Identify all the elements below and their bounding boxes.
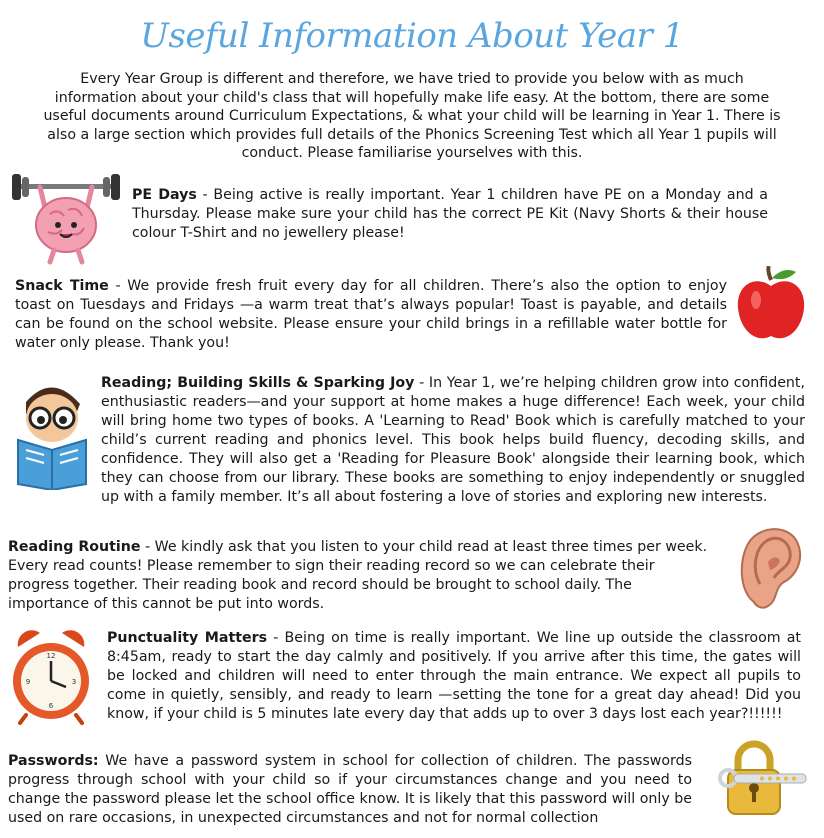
- alarm-clock-icon: [8, 625, 94, 725]
- padlock-key-icon: [718, 738, 810, 818]
- reading-text: - In Year 1, we’re helping children grow into confident, enthusiastic readers—and your support at home makes a huge difference! Each week, your child will bring home two types of books. A 'Learning to Read' Book which is carefully matched to your child’s current reading and phonics level. This book helps build fluency, decoding skills, and confidence. They will also get a 'Reading for Pleasure Book' alongside their learning book, which they can choose from our library. These books are something to enjoy independently or snuggled up with a family member. It’s all about fostering a love of stories and exploring new interests.: [101, 375, 805, 505]
- reading-routine-section: [8, 538, 708, 614]
- pe-days-section: [132, 186, 768, 243]
- reading-routine-heading: Reading Routine: [8, 539, 141, 555]
- pe-days-heading: PE Days: [132, 187, 197, 203]
- passwords-heading: Passwords:: [8, 753, 99, 769]
- svg-text:3: 3: [71, 678, 77, 686]
- reading-section: [101, 374, 805, 507]
- punctuality-text: - Being on time is really important. We line up outside the classroom at 8:45am, ready to start the day calmly and positively. If you arrive after this time, the gates will be locked and children will need to enter through the main entrance. We expect all pupils to come in quietly, sensibly, and ready to learn —setting the tone for a great day ahead! Did you know, if your child is 5 minutes late every day that adds up to over 3 days lost each year?!!!!!!: [107, 630, 801, 722]
- reading-heading: Reading; Building Skills & Sparking Joy: [101, 375, 415, 391]
- pe-days-text: - Being active is really important. Year 1 children have PE on a Monday and a Thursday. Please make sure your child has the correct PE Kit (Navy Shorts & their house colour T-Shirt and no jewellery please!: [132, 187, 768, 241]
- punctuality-section: [107, 629, 801, 724]
- snack-time-heading: Snack Time: [15, 278, 109, 294]
- punctuality-heading: Punctuality Matters: [107, 630, 268, 646]
- svg-text:6: 6: [48, 702, 54, 710]
- passwords-section: [8, 752, 692, 828]
- apple-icon: [736, 266, 806, 344]
- svg-text:12: 12: [46, 652, 56, 660]
- passwords-text: We have a password system in school for collection of children. The passwords progress through school with your child so if your circumstances change and you need to change the password please let the school office know. It is likely that this password will only be used on rare occasions, in unexpected circumstances and not for normal collection: [8, 753, 692, 826]
- svg-text:9: 9: [25, 678, 31, 686]
- page-title: Useful Information About Year 1: [140, 16, 684, 56]
- reading-routine-text: - We kindly ask that you listen to your child read at least three times per week. Every read counts! Please remember to sign their reading record so we can celebrate their progress together. Their reading book and record should be brought to school daily. The importance of this cannot be put into words.: [8, 539, 708, 612]
- snack-time-text: - We provide fresh fruit every day for all children. There’s also the option to enjoy toast on Tuesdays and Fridays —a warm treat that’s always popular! Toast is payable, and details can be found on the school website. Please ensure your child brings in a refillable water bottle for water only please. Thank you!: [15, 278, 727, 351]
- ear-icon: [734, 522, 806, 612]
- intro-paragraph: Every Year Group is different and therefore, we have tried to provide you below with as much information about your child's class that will hopefully make life easy. At the bottom, there are some useful documents around Curriculum Expectations, & what your child will be learning in Year 1. There is also a large section which provides full details of the Phonics Screening Test which all Year 1 pupils will conduct. Please familiarise yourselves with this.: [43, 71, 781, 162]
- brain-weightlifter-icon: [10, 170, 122, 268]
- boy-reading-book-icon: [12, 378, 92, 490]
- snack-time-section: [15, 277, 727, 353]
